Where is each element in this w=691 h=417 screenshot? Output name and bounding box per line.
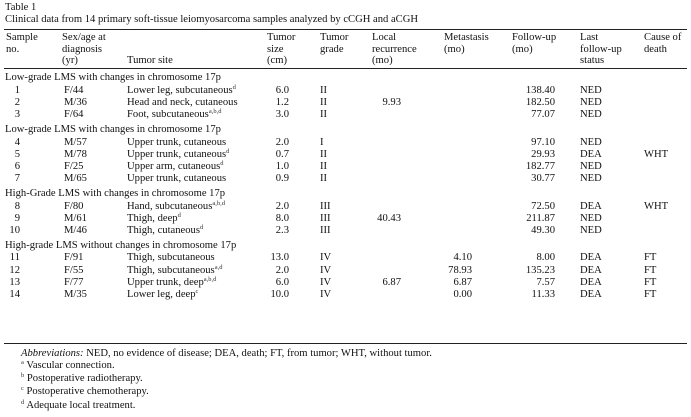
cell-sexage: F/64 xyxy=(64,109,84,121)
cell-sample-no: 7 xyxy=(14,173,20,185)
footnote-marker: c xyxy=(195,287,199,295)
cell-tumor-grade: IV xyxy=(320,264,332,276)
cell-tumor-size: 8.0 xyxy=(275,212,289,224)
column-header-sexage: Sex/age at xyxy=(62,32,106,43)
cell-status: NED xyxy=(580,173,602,185)
cell-sample-no: 11 xyxy=(9,252,20,264)
tumor-site-text: Foot, subcutaneous xyxy=(127,109,209,121)
footnote-marker: a,d xyxy=(214,263,223,271)
cell-cause-of-death: FT xyxy=(644,276,657,288)
footnote-item xyxy=(21,386,149,398)
cell-local-recurrence: 9.93 xyxy=(382,96,401,108)
cell-sample-no: 14 xyxy=(9,288,20,300)
cell-tumor-grade: II xyxy=(320,148,328,160)
column-header-cause: death xyxy=(644,43,667,55)
column-header-size: (cm) xyxy=(267,55,287,66)
footnote-text: Postoperative chemotherapy. xyxy=(23,386,149,398)
cell-sample-no: 13 xyxy=(9,276,20,288)
cell-tumor-site xyxy=(127,277,216,289)
abbreviations-label: Abbreviations: xyxy=(21,348,84,359)
footnote-mark: b xyxy=(21,372,25,380)
tumor-site-text: Upper arm, cutaneous xyxy=(127,160,221,172)
cell-metastasis: 6.87 xyxy=(453,276,472,288)
cell-sexage: F/25 xyxy=(64,160,84,172)
tumor-site-text: Lower leg, deep xyxy=(127,288,196,300)
cell-sexage: M/65 xyxy=(64,173,87,185)
top-rule xyxy=(4,29,687,30)
cell-follow-up: 8.00 xyxy=(536,252,555,264)
cell-tumor-size: 0.9 xyxy=(275,173,289,185)
cell-follow-up: 77.07 xyxy=(531,109,555,121)
cell-metastasis: 4.10 xyxy=(453,252,472,264)
group-title: Low-grade LMS with changes in chromosome 17p xyxy=(5,123,221,135)
table-caption: Clinical data from 14 primary soft-tissue leiomyosarcoma samples analyzed by cCGH and aCGH xyxy=(5,14,419,25)
cell-sexage: F/44 xyxy=(64,84,84,96)
cell-tumor-size: 2.0 xyxy=(275,200,289,212)
footnote-marker: d xyxy=(226,147,230,155)
cell-tumor-size: 2.0 xyxy=(275,264,289,276)
cell-follow-up: 135.23 xyxy=(525,264,555,276)
cell-sample-no: 1 xyxy=(14,84,20,96)
cell-tumor-site xyxy=(127,137,226,149)
cell-tumor-grade: IV xyxy=(320,288,332,300)
column-header-cause: Cause of xyxy=(644,32,682,43)
column-header-metastasis: (mo) xyxy=(444,43,465,55)
cell-follow-up: 30.77 xyxy=(531,173,555,185)
tumor-site-text: Hand, subcutaneous xyxy=(127,200,213,212)
footnote-marker: a,b,d xyxy=(208,108,222,116)
column-header-grade: Tumor xyxy=(320,32,349,43)
column-header-sexage: diagnosis xyxy=(62,43,103,55)
cell-sexage: M/46 xyxy=(64,224,87,236)
cell-cause-of-death: FT xyxy=(644,288,657,300)
cell-status: DEA xyxy=(580,276,602,288)
cell-tumor-site xyxy=(127,289,198,301)
column-header-size: size xyxy=(267,43,284,55)
table-label: Table 1 xyxy=(5,2,37,13)
column-header-recurrence: (mo) xyxy=(372,55,393,66)
cell-follow-up: 182.77 xyxy=(525,160,555,172)
group-title: High-Grade LMS with changes in chromosome 17p xyxy=(5,187,226,199)
cell-tumor-site xyxy=(127,161,224,173)
cell-sexage: F/77 xyxy=(64,276,84,288)
cell-tumor-size: 3.0 xyxy=(275,109,289,121)
cell-tumor-site xyxy=(127,213,181,225)
column-header-recurrence: recurrence xyxy=(372,43,417,55)
cell-sample-no: 2 xyxy=(14,96,20,108)
tumor-site-text: Upper trunk, cutaneous xyxy=(127,148,227,160)
cell-metastasis: 0.00 xyxy=(453,288,472,300)
cell-sample-no: 9 xyxy=(14,212,20,224)
cell-sexage: M/57 xyxy=(64,136,87,148)
cell-status: NED xyxy=(580,96,602,108)
cell-status: DEA xyxy=(580,288,602,300)
cell-status: NED xyxy=(580,160,602,172)
tumor-site-text: Lower leg, subcutaneous xyxy=(127,84,233,96)
cell-tumor-grade: I xyxy=(320,136,324,148)
cell-sexage: F/91 xyxy=(64,252,84,264)
header-rule xyxy=(4,68,687,69)
cell-follow-up: 182.50 xyxy=(525,96,555,108)
cell-follow-up: 211.87 xyxy=(526,212,555,224)
group-title: Low-grade LMS with changes in chromosome 17p xyxy=(5,72,221,83)
cell-sample-no: 8 xyxy=(14,200,20,212)
cell-tumor-site xyxy=(127,85,236,97)
cell-sexage: F/55 xyxy=(64,264,84,276)
cell-sample-no: 12 xyxy=(9,264,20,276)
cell-cause-of-death: WHT xyxy=(644,200,669,212)
cell-tumor-grade: III xyxy=(320,200,331,212)
cell-tumor-site xyxy=(127,201,225,213)
cell-sample-no: 5 xyxy=(14,148,20,160)
group-title: High-grade LMS without changes in chromosome 17p xyxy=(5,239,237,251)
column-header-site: Tumor site xyxy=(127,55,173,66)
footnote-marker: d xyxy=(199,223,204,231)
cell-tumor-grade: III xyxy=(320,224,331,236)
footnote-item xyxy=(21,360,115,372)
cell-status: NED xyxy=(580,136,602,148)
cell-local-recurrence: 6.87 xyxy=(382,276,401,288)
cell-follow-up: 138.40 xyxy=(525,84,555,96)
column-header-followup: Follow-up xyxy=(512,32,557,43)
cell-sample-no: 3 xyxy=(14,109,20,121)
cell-follow-up: 49.30 xyxy=(531,224,555,236)
cell-status: NED xyxy=(580,212,602,224)
cell-follow-up: 29.93 xyxy=(531,148,555,160)
cell-tumor-size: 0.7 xyxy=(275,148,289,160)
footnote-item xyxy=(21,400,135,412)
cell-status: NED xyxy=(580,224,602,236)
cell-follow-up: 11.33 xyxy=(531,288,555,300)
cell-tumor-site xyxy=(127,109,221,121)
cell-tumor-site xyxy=(127,252,215,264)
cell-tumor-size: 1.0 xyxy=(275,160,289,172)
cell-sample-no: 6 xyxy=(14,160,20,172)
column-header-sample: no. xyxy=(6,43,20,55)
tumor-site-text: Thigh, deep xyxy=(127,212,178,224)
cell-tumor-size: 1.2 xyxy=(275,96,289,108)
column-header-sexage: (yr) xyxy=(62,55,78,66)
tumor-site-text: Upper trunk, cutaneous xyxy=(127,173,227,185)
cell-tumor-site xyxy=(127,149,229,161)
cell-status: DEA xyxy=(580,264,602,276)
column-header-metastasis: Metastasis xyxy=(444,32,489,43)
tumor-site-text: Thigh, subcutaneous xyxy=(127,264,215,276)
cell-status: NED xyxy=(580,84,602,96)
footnote-marker: d xyxy=(177,211,181,219)
cell-tumor-grade: IV xyxy=(320,252,332,264)
cell-sample-no: 10 xyxy=(9,224,20,236)
cell-local-recurrence: 40.43 xyxy=(377,212,401,224)
cell-cause-of-death: FT xyxy=(644,252,657,264)
cell-cause-of-death: FT xyxy=(644,264,657,276)
cell-tumor-site xyxy=(127,173,226,185)
tumor-site-text: Head and neck, cutaneous xyxy=(127,96,238,108)
footnote-marker: a,b,d xyxy=(203,275,217,283)
cell-status: DEA xyxy=(580,200,602,212)
tumor-site-text: Thigh, cutaneous xyxy=(127,224,200,236)
cell-tumor-grade: II xyxy=(320,173,328,185)
cell-tumor-grade: II xyxy=(320,84,328,96)
cell-tumor-grade: II xyxy=(320,109,328,121)
footnote-item xyxy=(21,373,143,385)
footnote-mark: d xyxy=(21,398,25,406)
footnote-mark: c xyxy=(21,385,24,393)
cell-tumor-size: 6.0 xyxy=(275,276,289,288)
tumor-site-text: Upper trunk, deep xyxy=(127,276,204,288)
cell-tumor-size: 2.3 xyxy=(275,224,289,236)
cell-sexage: M/78 xyxy=(64,148,87,160)
cell-sexage: F/80 xyxy=(64,200,84,212)
cell-tumor-size: 10.0 xyxy=(270,288,289,300)
column-header-status: Last xyxy=(580,32,599,43)
footnote-text: Vascular connection. xyxy=(23,360,115,371)
column-header-status: follow-up xyxy=(580,43,622,55)
cell-tumor-grade: III xyxy=(320,212,331,224)
cell-sample-no: 4 xyxy=(14,136,20,148)
cell-tumor-site xyxy=(127,225,203,237)
cell-follow-up: 7.57 xyxy=(536,276,555,288)
cell-status: NED xyxy=(580,109,602,121)
cell-sexage: M/61 xyxy=(64,212,87,224)
cell-sexage: M/36 xyxy=(64,96,87,108)
abbreviations-text: NED, no evidence of disease; DEA, death; FT, from tumor; WHT, without tumor. xyxy=(83,348,432,359)
cell-tumor-grade: II xyxy=(320,96,328,108)
cell-tumor-grade: II xyxy=(320,160,328,172)
cell-metastasis: 78.93 xyxy=(448,264,472,276)
column-header-recurrence: Local xyxy=(372,32,397,43)
tumor-site-text: Upper trunk, cutaneous xyxy=(127,136,227,148)
abbreviations-note xyxy=(21,348,432,360)
footnote-marker: d xyxy=(220,159,224,167)
column-header-status: status xyxy=(580,55,605,66)
tumor-site-text: Thigh, subcutaneous xyxy=(127,252,215,264)
footnote-mark: a xyxy=(21,359,24,366)
cell-sexage: M/35 xyxy=(64,288,87,300)
column-header-size: Tumor xyxy=(267,32,296,43)
cell-follow-up: 72.50 xyxy=(531,200,555,212)
cell-status: DEA xyxy=(580,252,602,264)
column-header-grade: grade xyxy=(320,43,344,55)
cell-cause-of-death: WHT xyxy=(644,148,669,160)
column-header-followup: (mo) xyxy=(512,43,533,55)
footnote-marker: a,b,d xyxy=(212,199,225,207)
cell-tumor-grade: IV xyxy=(320,276,332,288)
footnote-text: Postoperative radiotherapy. xyxy=(24,373,143,385)
footnote-marker: d xyxy=(232,83,236,91)
footnote-text: Adequate local treatment. xyxy=(24,399,136,411)
cell-tumor-size: 2.0 xyxy=(275,136,289,148)
cell-tumor-size: 13.0 xyxy=(270,252,289,264)
cell-tumor-size: 6.0 xyxy=(275,84,289,96)
cell-follow-up: 97.10 xyxy=(531,136,555,148)
cell-status: DEA xyxy=(580,148,602,160)
column-header-sample: Sample xyxy=(6,32,38,43)
bottom-rule xyxy=(4,343,687,344)
